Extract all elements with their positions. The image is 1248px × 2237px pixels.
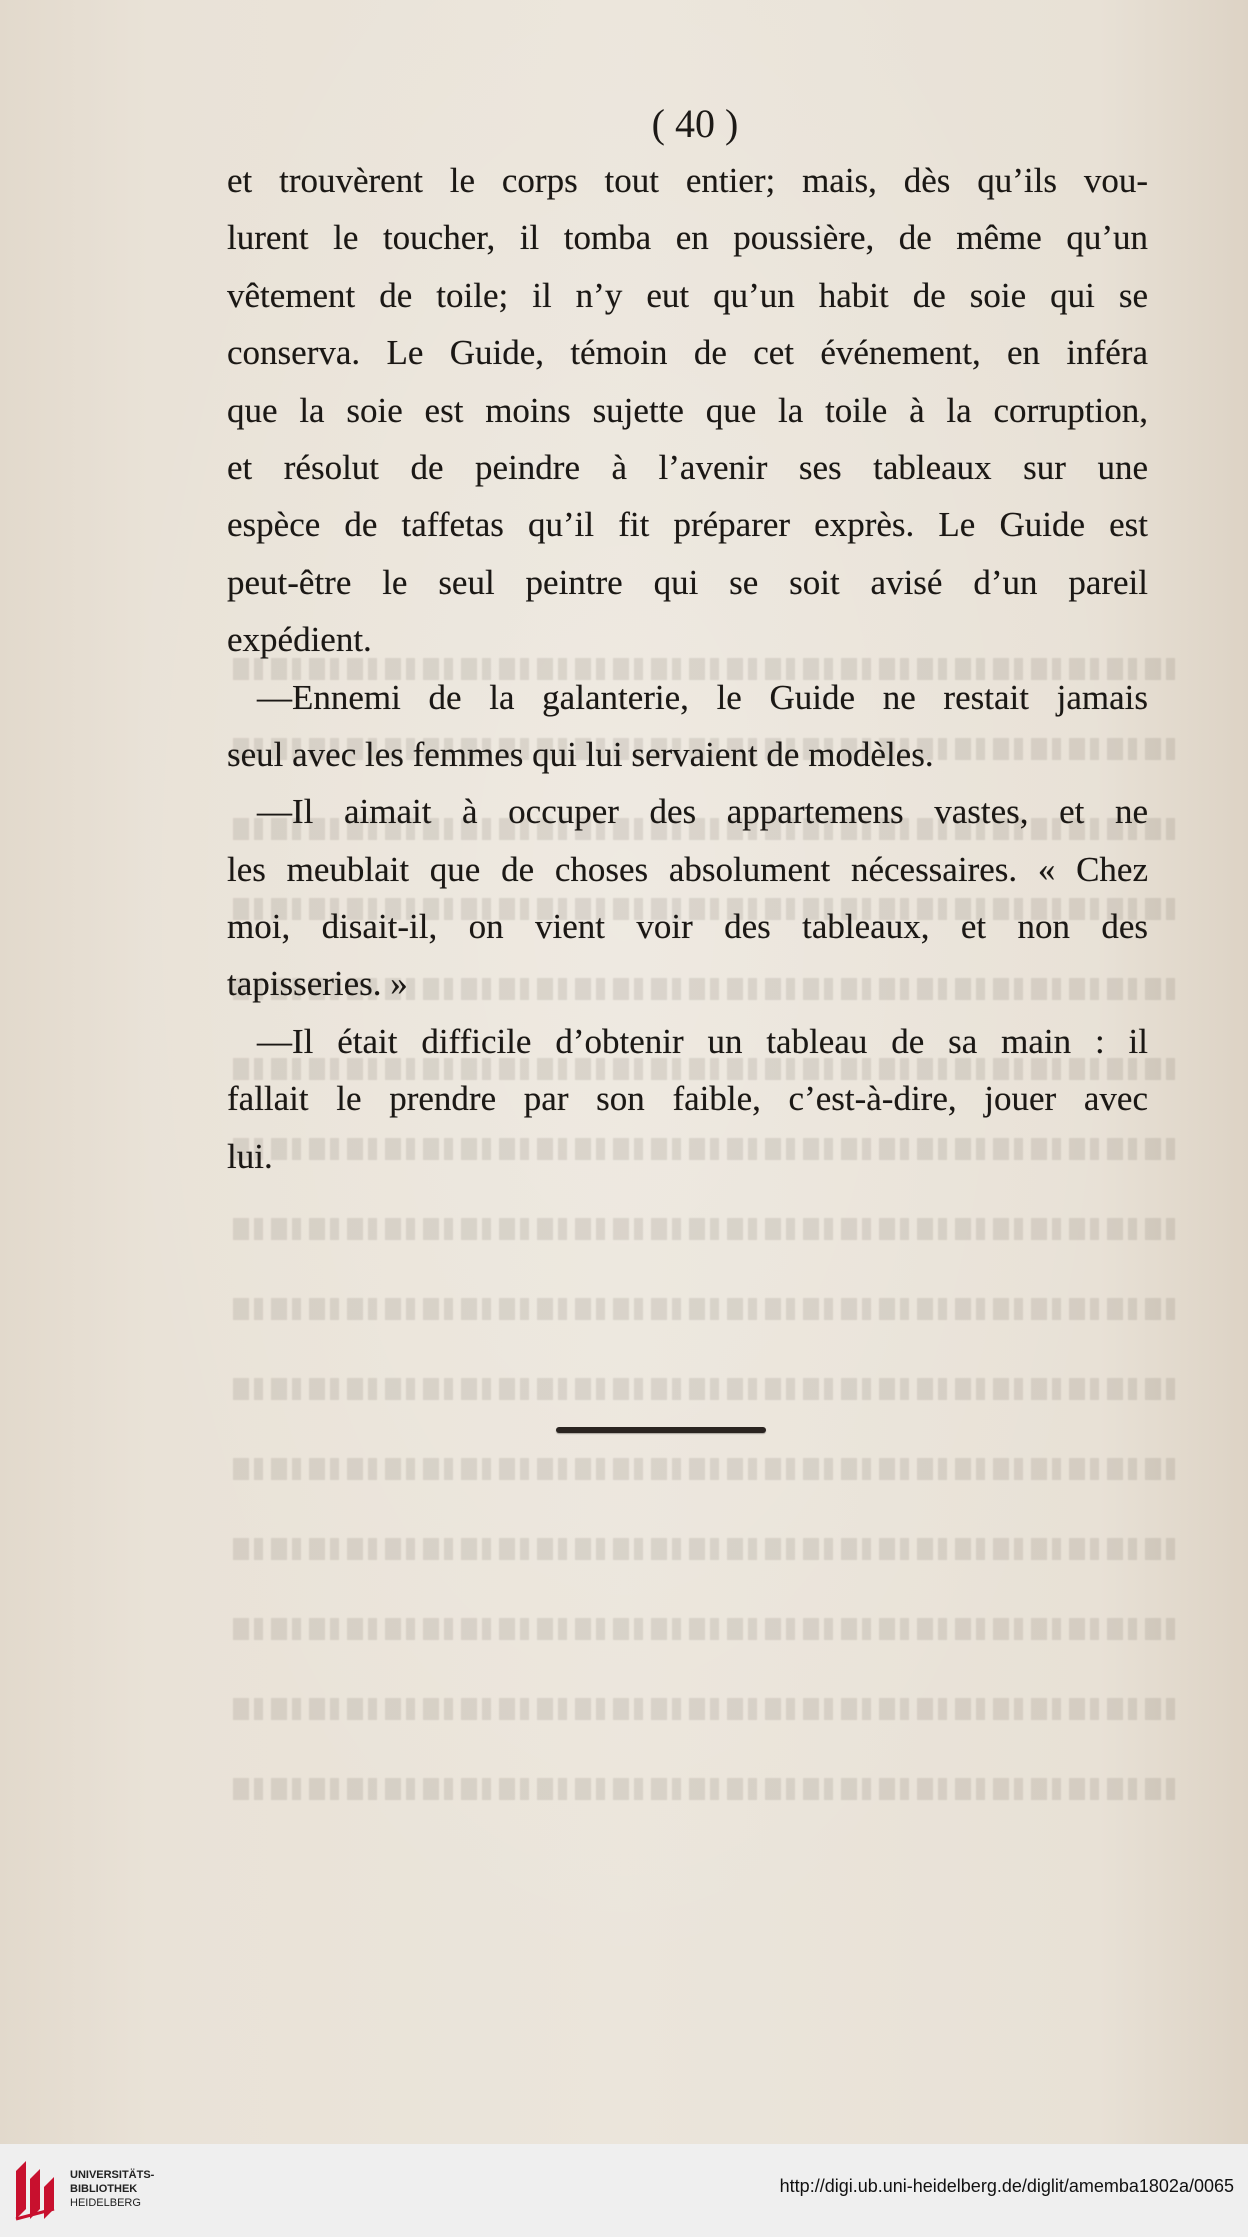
- library-name-line: HEIDELBERG: [70, 2197, 141, 2209]
- text-line: —Ennemi de la galanterie, le Guide ne restait jamais: [257, 677, 1148, 717]
- text-line: tapisseries. »: [227, 964, 408, 1004]
- page-number: ( 40 ): [651, 101, 739, 146]
- text-line: que la soie est moins sujette que la toile à la corruption,: [227, 390, 1148, 430]
- text-line: et trouvèrent le corps tout entier; mais, dès qu’ils vou-: [227, 161, 1148, 200]
- library-name: [70, 2168, 154, 2210]
- text-line: moi, disait-il, on vient voir des tableaux, et non des: [227, 907, 1148, 947]
- text-line: fallait le prendre par son faible, c’est-à-dire, jouer avec: [227, 1079, 1148, 1119]
- body-text: [227, 152, 1148, 1185]
- text-line: seul avec les femmes qui lui servaient de modèles.: [227, 734, 934, 774]
- section-divider: [556, 1427, 766, 1433]
- text-line: vêtement de toile; il n’y eut qu’un habit de soie qui se: [227, 275, 1148, 315]
- library-footer: [0, 2144, 1248, 2237]
- library-name-line: BIBLIOTHEK: [70, 2183, 138, 2195]
- library-name-line: UNIVERSITÄTS-: [70, 2169, 155, 2181]
- text-line: conserva. Le Guide, témoin de cet événement, en inféra: [227, 333, 1148, 373]
- text-line: lurent le toucher, il tomba en poussière, de même qu’un: [227, 218, 1148, 258]
- text-line: les meublait que de choses absolument nécessaires. « Chez: [227, 849, 1148, 889]
- text-line: peut-être le seul peintre qui se soit avisé d’un pareil: [227, 562, 1148, 602]
- text-line: espèce de taffetas qu’il fit préparer exprès. Le Guide est: [227, 505, 1148, 545]
- text-line: —Il aimait à occuper des appartemens vastes, et ne: [257, 792, 1148, 832]
- text-line: —Il était difficile d’obtenir un tableau de sa main : il: [257, 1021, 1148, 1061]
- text-line: lui.: [227, 1136, 273, 1176]
- permalink-url[interactable]: http://digi.ub.uni-heidelberg.de/diglit/amemba1802a/0065: [779, 2176, 1234, 2196]
- text-line: expédient.: [227, 620, 372, 660]
- text-line: et résolut de peindre à l’avenir ses tableaux sur une: [227, 447, 1148, 487]
- heidelberg-library-logo-icon: [12, 2157, 58, 2225]
